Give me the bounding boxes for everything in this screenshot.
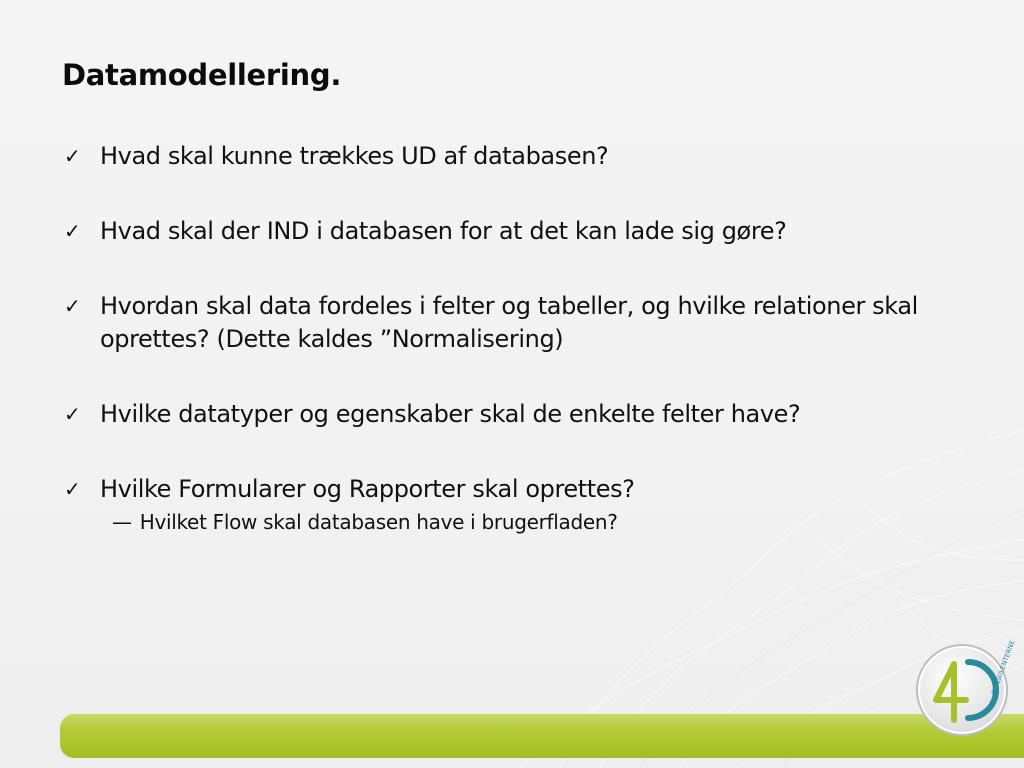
checkmark-icon: ✓	[64, 144, 81, 168]
bullet-item	[62, 290, 962, 356]
bullet-list	[62, 140, 962, 578]
4d-logo-icon	[914, 639, 1017, 738]
bullet-text: Hvordan skal data fordeles i felter og tabeller, og hvilke relationer skal oprettes? (Dette kaldes ”Normalisering)	[100, 292, 918, 353]
bullet-text: Hvilke datatyper og egenskaber skal de enkelte felter have?	[100, 400, 801, 428]
bullet-item	[62, 215, 962, 248]
checkmark-icon: ✓	[64, 294, 81, 318]
checkmark-icon: ✓	[64, 402, 81, 426]
bullet-text: Hvad skal der IND i databasen for at det kan lade sig gøre?	[100, 217, 787, 245]
logo-wordmark: KONSULENTERNE	[989, 639, 1017, 696]
sub-bullet	[100, 508, 962, 536]
bullet-item	[62, 398, 962, 431]
bullet-item	[62, 140, 962, 173]
bullet-text: Hvad skal kunne trækkes UD af databasen?	[100, 142, 609, 170]
bullet-item	[62, 473, 962, 536]
slide-title: Datamodellering.	[62, 58, 342, 92]
footer-green-bar	[60, 714, 1024, 758]
sub-bullet-dash: —	[112, 510, 132, 534]
sub-bullet-text: Hvilket Flow skal databasen have i brugerfladen?	[139, 510, 618, 534]
checkmark-icon: ✓	[64, 477, 81, 501]
bullet-text: Hvilke Formularer og Rapporter skal oprettes?	[100, 475, 635, 503]
checkmark-icon: ✓	[64, 219, 81, 243]
